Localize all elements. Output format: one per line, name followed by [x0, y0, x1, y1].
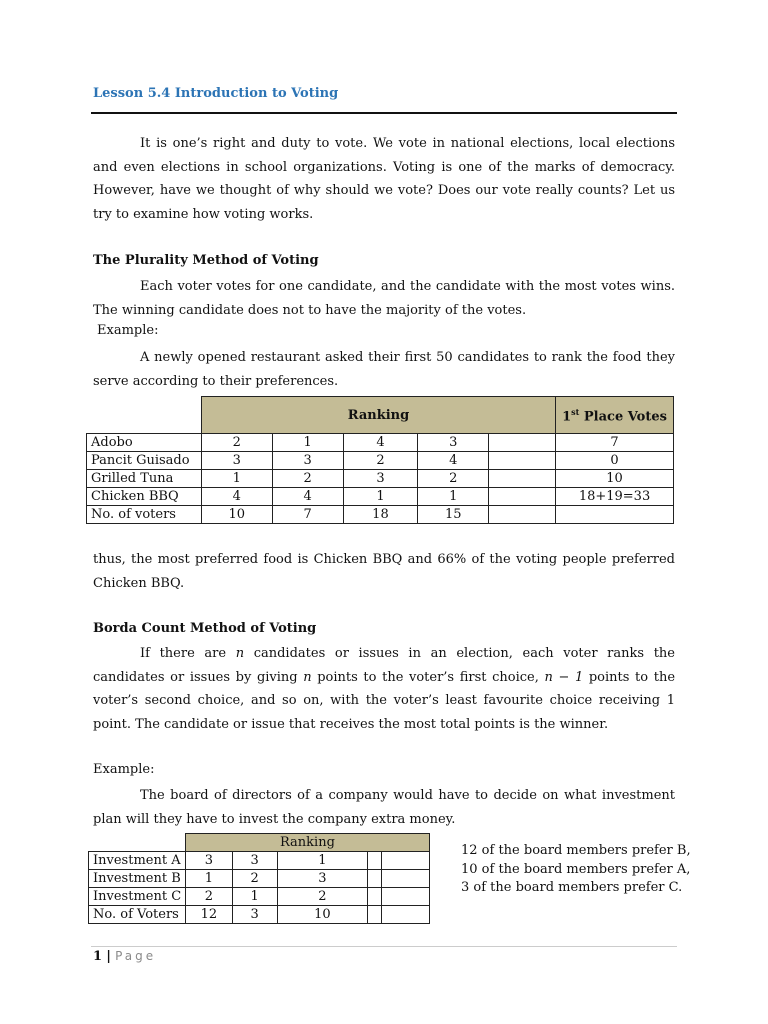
plurality-table [86, 396, 674, 524]
page-label: Page [115, 949, 157, 963]
title-rule [91, 112, 677, 114]
plurality-example-label: Example: [97, 323, 159, 338]
table-corner [87, 397, 202, 434]
table-row: Investment A 3 3 1 [89, 852, 430, 870]
table-row: Investment C 2 1 2 [89, 888, 430, 906]
footer-rule [91, 946, 677, 947]
intro-paragraph [93, 132, 675, 226]
table-row: Adobo 2 1 4 3 7 [87, 434, 674, 452]
ranking-header: Ranking [201, 397, 555, 434]
lesson-title: Lesson 5.4 Introduction to Voting [93, 86, 339, 101]
plurality-desc-text: Each voter votes for one candidate, and the candidate with the most votes wins. The winning candidate does not to have the majority of the votes. [93, 279, 675, 318]
plurality-conclusion: thus, the most preferred food is Chicken BBQ and 66% of the voting people preferred Chicken BBQ. [93, 552, 675, 591]
borda-example-label: Example: [93, 762, 155, 777]
plurality-title: The Plurality Method of Voting [93, 253, 319, 268]
page-footer [93, 949, 156, 964]
table-row: Grilled Tuna 1 2 3 2 10 [87, 470, 674, 488]
note-line: 3 of the board members prefer C. [461, 880, 683, 895]
borda-example [93, 784, 675, 831]
borda-description: If there are n candidates or issues in an election, each voter ranks the candidates or issues by giving n points to the voter’s first choice, n − 1 points to the voter’s second choice, and so on, with the voter’s least favourite choice receiving 1 point. The candidate or issue that receives the most total points is the winner. [93, 646, 676, 732]
plurality-example [93, 346, 675, 393]
table-row: No. of voters 10 7 18 15 [87, 506, 674, 524]
note-line: 10 of the board members prefer A, [461, 861, 691, 877]
table-row: No. of Voters 12 3 10 [89, 906, 430, 924]
borda-table [88, 833, 430, 924]
borda-title: Borda Count Method of Voting [93, 621, 317, 636]
table-corner [89, 834, 186, 852]
borda-notes [461, 842, 691, 898]
borda-example-text: The board of directors of a company would have to decide on what investment plan will they have to invest the company extra money. [93, 788, 675, 827]
plurality-description [93, 275, 675, 322]
plurality-example-text: A newly opened restaurant asked their first 50 candidates to rank the food they serve according to their preferences. [93, 350, 675, 389]
first-place-votes-header: 1st Place Votes [556, 397, 674, 434]
table-row: Investment B 1 2 3 [89, 870, 430, 888]
borda-ranking-header: Ranking [185, 834, 429, 852]
table-row: Pancit Guisado 3 3 2 4 0 [87, 452, 674, 470]
table-row: Chicken BBQ 4 4 1 1 18+19=33 [87, 488, 674, 506]
page-number: 1 [93, 949, 103, 964]
footer-separator: | [106, 949, 111, 964]
note-line: 12 of the board members prefer B, [461, 843, 691, 858]
intro-text: It is one’s right and duty to vote. We vote in national elections, local elections and even elections in school organizations. Voting is one of the marks of democracy. However, have we thought of why should we vote? Does our vote really counts? Let us try to examine how voting works. [93, 136, 675, 222]
